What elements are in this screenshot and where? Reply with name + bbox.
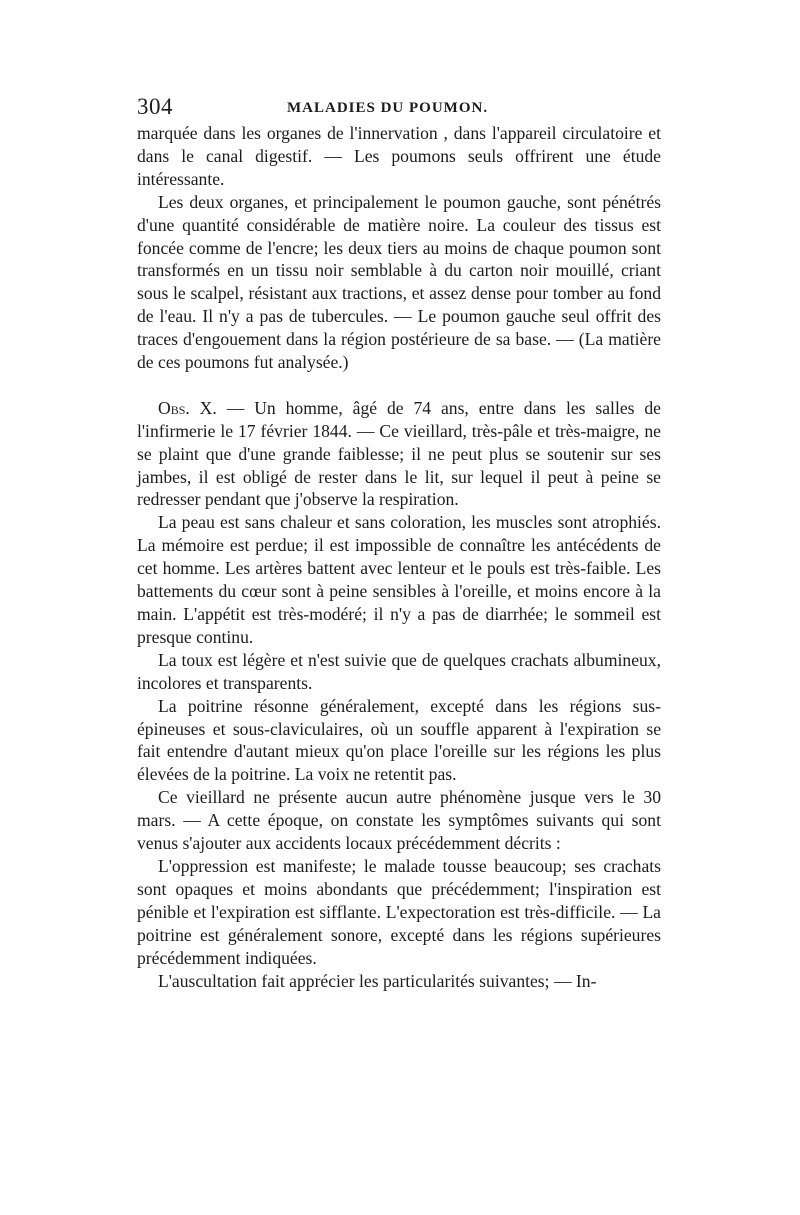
page-header	[137, 92, 661, 122]
paragraph-skin-memory: La peau est sans chaleur et sans coloration, les muscles sont atrophiés. La mémoire est perdue; il est impossible de connaître les antécédents de cet homme. Les artères battent avec lenteur et le pouls est très-faible. Les battements du cœur sont à peine sensibles à l'oreille, et moins encore à la main. L'appétit est très-modéré; il n'y a pas de diarrhée; le sommeil est presque continu.	[137, 512, 661, 647]
paragraph-continuation: marquée dans les organes de l'innervation , dans l'appareil circulatoire et dans le canal digestif. — Les poumons seuls offrirent une étude intéressante.	[137, 123, 661, 189]
running-title: MALADIES DU POUMON.	[287, 100, 489, 116]
paragraph-cough: La toux est légère et n'est suivie que de quelques crachats albumineux, incolores et transparents.	[137, 649, 661, 693]
paragraph-observation-x	[137, 397, 661, 512]
observation-label: Obs. X.	[158, 397, 217, 418]
paragraph-chest-resonance: La poitrine résonne généralement, excepté dans les régions sus-épineuses et sous-claviculaires, où un souffle apparent à l'expiration se fait entendre d'autant mieux qu'on place l'oreille sur les régions les plus élevées de la poitrine. La voix ne retentit pas.	[137, 695, 661, 785]
paragraph-oppression: L'oppression est manifeste; le malade tousse beaucoup; ses crachats sont opaques et moins abondants que précédemment; l'inspiration est pénible et l'expiration est sifflante. L'expectoration est très-difficile. — La poitrine est généralement sonore, excepté dans les régions supérieures précédemment indiquées.	[137, 855, 661, 968]
paragraph-auscultation: L'auscultation fait apprécier les particularités suivantes; — In-	[158, 970, 597, 991]
observation-text: — Un homme, âgé de 74 ans, entre dans les salles de l'infirmerie le 17 février 1844. — Ce vieillard, très-pâle et très-maigre, ne se plaint que d'une grande faiblesse; il ne peut plus se soutenir sur ses jambes, il est obligé de rester dans le lit, sur lequel il peut à peine se redresser pendant que j'observe la respiration.	[137, 397, 661, 510]
page-number: 304	[137, 94, 173, 119]
paragraph-autopsy-lungs: Les deux organes, et principalement le poumon gauche, sont pénétrés d'une quantité considérable de matière noire. La couleur des tissus est foncée comme de l'encre; les deux tiers au moins de chaque poumon sont transformés en un tissu noir semblable à du carton noir mouillé, criant sous le scalpel, résistant aux tractions, et assez dense pour tomber au fond de l'eau. Il n'y a pas de tubercules. — Le poumon gauche seul offrit des traces d'engouement dans la région postérieure de sa base. — (La matière de ces poumons fut analysée.)	[137, 191, 661, 373]
paragraph-new-symptoms: Ce vieillard ne présente aucun autre phénomène jusque vers le 30 mars. — A cette époque, on constate les symptômes suivants qui sont venus s'ajouter aux accidents locaux précédemment décrits :	[137, 787, 661, 854]
body-text	[137, 122, 661, 992]
